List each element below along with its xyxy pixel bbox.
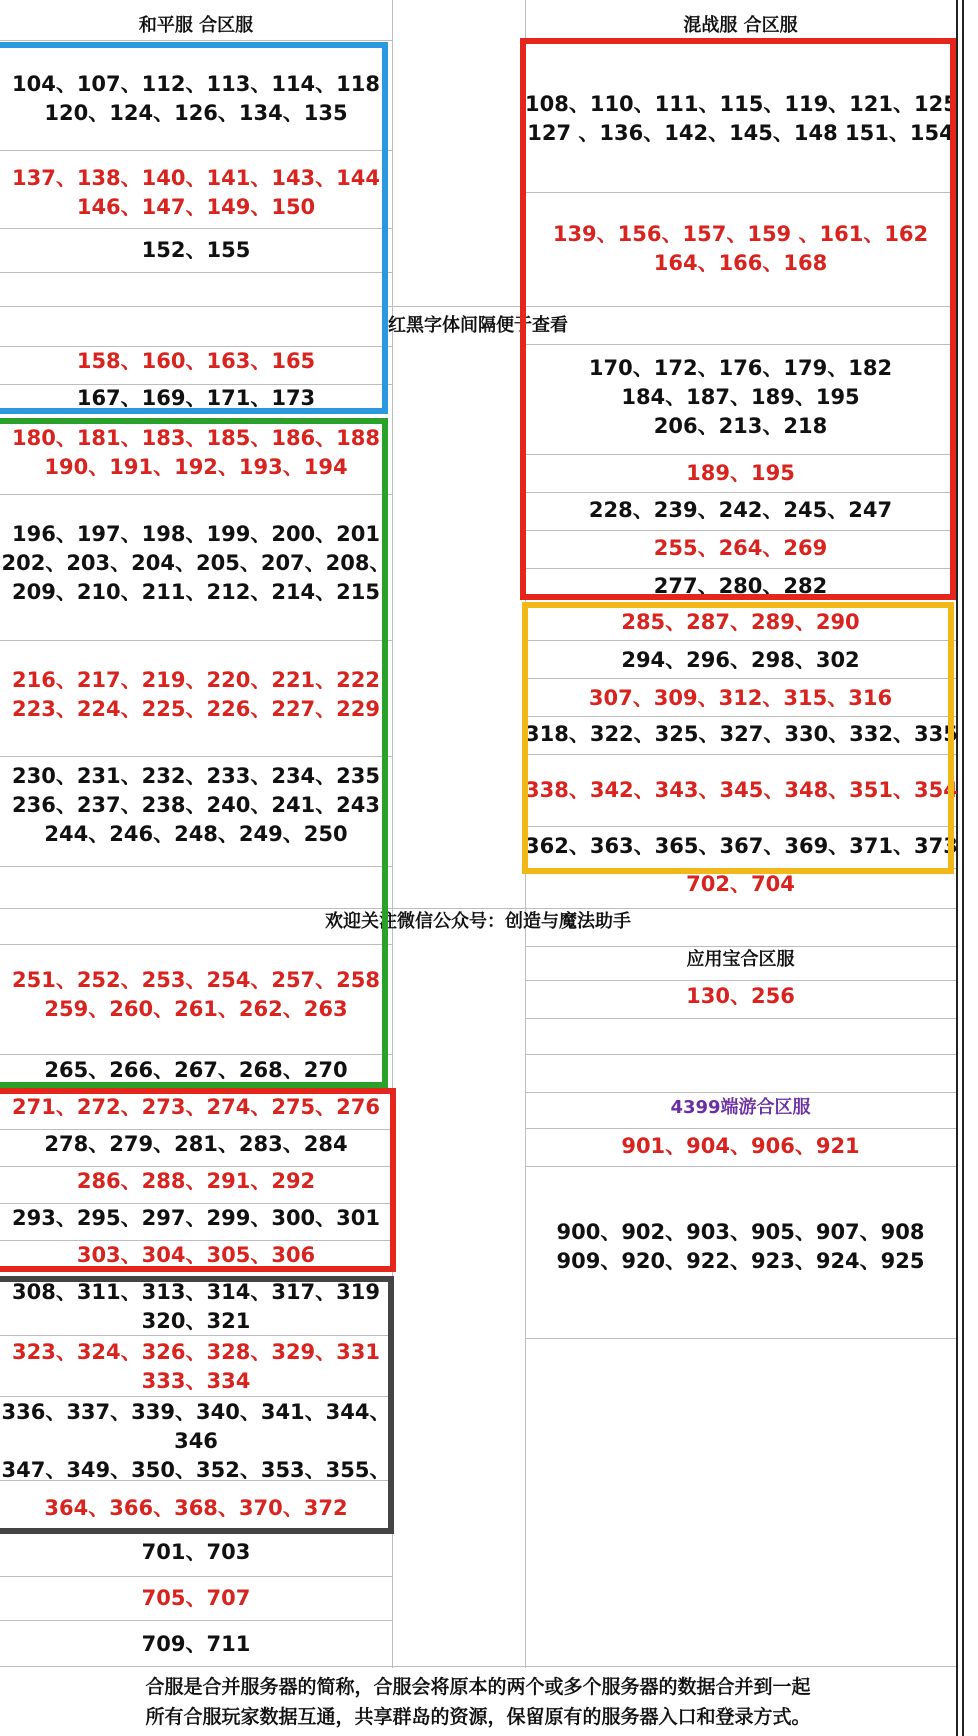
server-line: 180、181、183、185、186、188	[11, 426, 380, 450]
server-group: 347、349、350、352、353、355、	[1, 1458, 391, 1482]
server-line: 137、138、140、141、143、144	[11, 166, 380, 190]
dark-highlight-frame	[0, 1276, 394, 1534]
4399-servers-red: 901、904、906、921	[621, 1134, 860, 1158]
server-group: 158、160、163、165	[76, 349, 316, 373]
server-line: 120、124、126、134、135	[44, 101, 348, 125]
server-group: 307、309、312、315、316	[588, 686, 893, 710]
server-group: 705、707	[141, 1586, 251, 1610]
server-line: 139、156、157、159 、161、162	[552, 222, 929, 246]
server-group: 228、239、242、245、247	[588, 498, 893, 522]
server-group: 303、304、305、306	[76, 1243, 316, 1267]
4399-header: 4399端游合区服	[670, 1097, 811, 1118]
server-line: 251、252、253、254、257、258	[11, 968, 380, 992]
yellow-highlight-frame	[522, 602, 958, 874]
wechat-note: 欢迎关注微信公众号：创造与魔法助手	[325, 911, 631, 932]
server-line: 333、334	[141, 1369, 251, 1393]
server-line: 336、337、339、340、341、344、	[1, 1400, 391, 1424]
server-line: 170、172、176、179、182	[588, 356, 893, 380]
server-line: 216、217、219、220、221、222	[11, 668, 380, 692]
server-group: 709、711	[141, 1632, 251, 1656]
blue-highlight-frame	[0, 42, 388, 414]
server-line: 206、213、218	[653, 414, 828, 438]
server-group: 189、195	[686, 461, 795, 485]
server-line: 320、321	[141, 1309, 251, 1333]
footer-note	[0, 1672, 956, 1732]
hunzhan-server-header: 混战服 合区服	[683, 15, 798, 36]
server-line: 909、920、922、923、924、925	[556, 1249, 925, 1273]
server-group: 277、280、282	[653, 574, 828, 598]
color-hint-note: 红黑字体间隔便于查看	[388, 315, 568, 336]
server-line: 346	[174, 1429, 218, 1453]
server-line: 190、191、192、193、194	[44, 455, 348, 479]
server-group: 364、366、368、370、372	[44, 1496, 348, 1520]
server-line: 900、902、903、905、907、908	[556, 1220, 925, 1244]
page-edge-line	[962, 0, 964, 1736]
server-group: 701、703	[141, 1540, 251, 1564]
red-highlight-frame	[0, 1088, 396, 1272]
server-group: 338、342、343、345、348、351、354	[525, 778, 958, 802]
server-group: 255、264、269	[653, 536, 828, 560]
page-edge-line	[956, 0, 958, 1736]
yingyongbao-header: 应用宝合区服	[686, 949, 795, 970]
server-line: 223、224、225、226、227、229	[11, 697, 380, 721]
server-line: 230、231、232、233、234、235	[11, 764, 380, 788]
server-line: 146、147、149、150	[76, 195, 316, 219]
server-group: 702、704	[686, 872, 795, 896]
server-group: 285、287、289、290	[621, 610, 860, 634]
server-group: 294、296、298、302	[621, 648, 860, 672]
4399-servers-black	[525, 1218, 956, 1276]
server-line: 308、311、313、314、317、319	[11, 1280, 380, 1304]
server-group: 167、169、171、173	[76, 386, 316, 410]
server-group: 286、288、291、292	[76, 1169, 316, 1193]
server-line: 209、210、211、212、214、215	[11, 580, 380, 604]
server-line: 202、203、204、205、207、208、	[1, 551, 391, 575]
server-group: 293、295、297、299、300、301	[11, 1206, 380, 1230]
server-group: 265、266、267、268、270	[44, 1058, 348, 1082]
footer-line: 合服是合并服务器的简称，合服会将原本的两个或多个服务器的数据合并到一起	[145, 1676, 811, 1698]
server-group: 362、363、365、367、369、371、373	[525, 834, 958, 858]
yingyongbao-servers: 130、256	[686, 984, 795, 1008]
red-highlight-frame	[520, 38, 956, 600]
green-highlight-frame	[0, 418, 388, 1088]
heping-server-header: 和平服 合区服	[138, 15, 254, 36]
server-line: 323、324、326、328、329、331	[11, 1340, 380, 1364]
server-line: 236、237、238、240、241、243	[11, 793, 380, 817]
server-line: 184、187、189、195	[621, 385, 860, 409]
server-line: 196、197、198、199、200、201	[11, 522, 380, 546]
server-group: 278、279、281、283、284	[44, 1132, 348, 1156]
footer-line: 所有合服玩家数据互通，共享群岛的资源，保留原有的服务器入口和登录方式。	[145, 1706, 811, 1728]
server-line: 104、107、112、113、114、118	[11, 72, 380, 96]
server-group: 152、155	[141, 238, 251, 262]
server-group: 318、322、325、327、330、332、335	[525, 722, 958, 746]
server-line: 164、166、168	[653, 251, 828, 275]
server-line: 108、110、111、115、119、121、125	[525, 92, 958, 116]
server-line: 127 、136、142、145、148 151、154	[527, 121, 954, 145]
server-line: 259、260、261、262、263	[44, 997, 348, 1021]
server-group: 271、272、273、274、275、276	[11, 1095, 380, 1119]
server-line: 244、246、248、249、250	[44, 822, 348, 846]
